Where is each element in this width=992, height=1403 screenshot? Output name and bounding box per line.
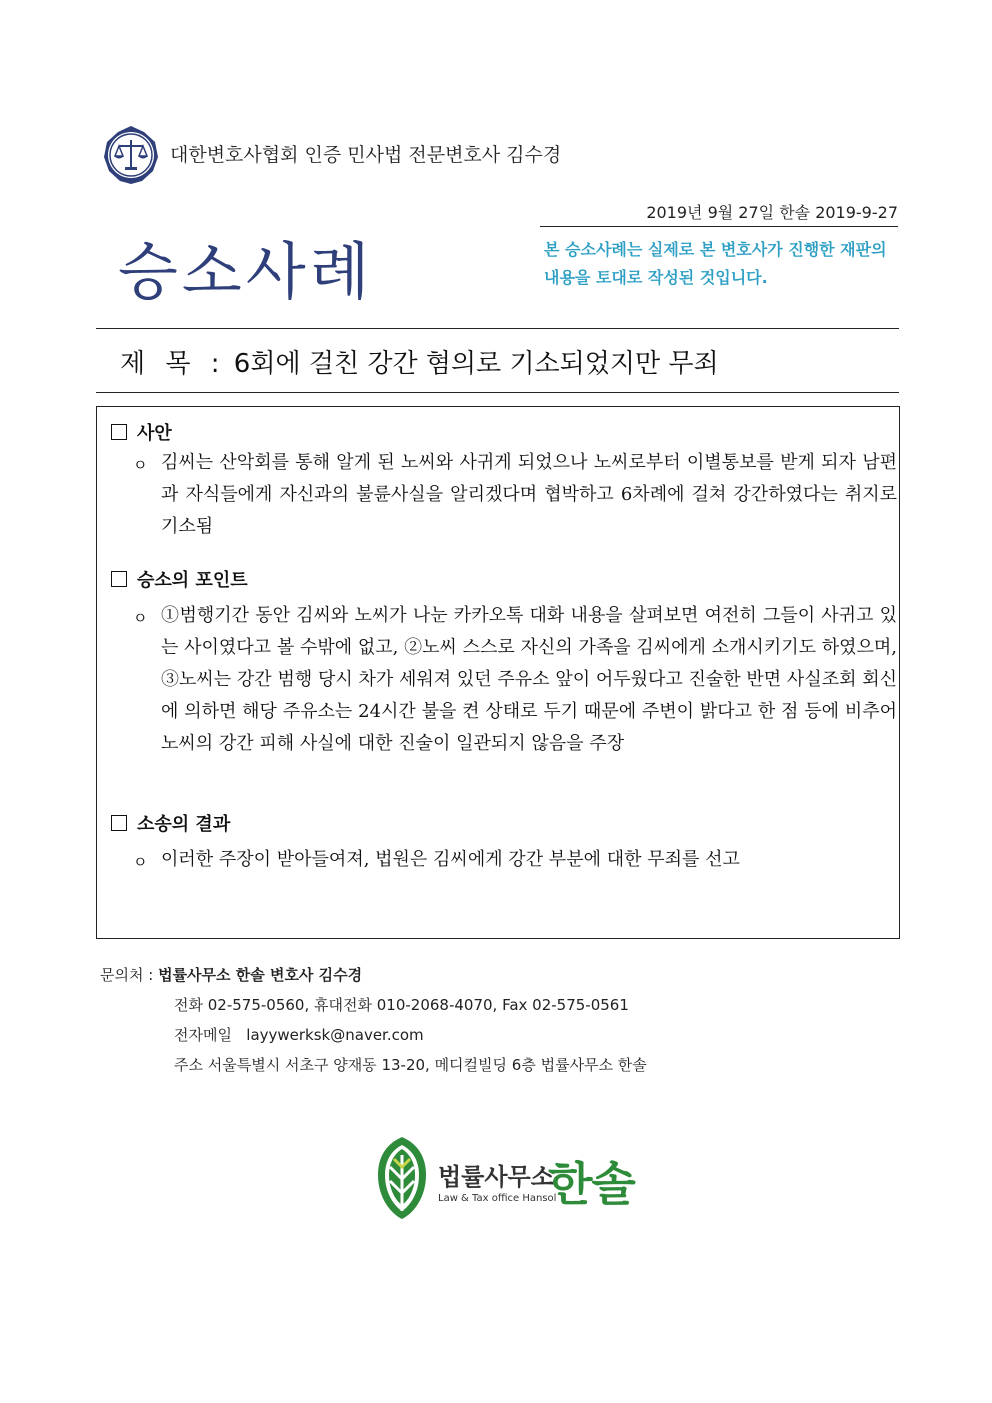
bar-association-seal-icon xyxy=(100,124,162,186)
contact-email-label: 전자메일 xyxy=(174,1026,232,1044)
contact-label: 문의처 : xyxy=(100,966,154,984)
contact-email[interactable]: layywerksk@naver.com xyxy=(246,1026,424,1044)
divider-bottom xyxy=(96,392,899,393)
checkbox-square-icon xyxy=(111,571,127,587)
bullet-icon: ㅇ xyxy=(133,853,148,871)
logo-firm-english: Law & Tax office Hansol xyxy=(438,1193,557,1204)
bullet-icon: ㅇ xyxy=(133,609,148,627)
section-text-case: 김씨는 산악회를 통해 알게 된 노씨와 사귀게 되었으나 노씨로부터 이별통보를 받게 되자 남편과 자식들에게 자신과의 불륜사실을 알리겠다며 협박하고 6차례에 걸쳐 강간하였다는 취지로 기소됨 xyxy=(161,452,897,537)
logo-brand-name: 한솔 xyxy=(548,1157,635,1211)
contact-phone: 전화 02-575-0560, 휴대전화 010-2068-4070, Fax 02-575-0561 xyxy=(174,996,629,1014)
contact-address: 주소 서울특별시 서초구 양재동 13-20, 메디컬빌딩 6층 법률사무소 한솔 xyxy=(174,1056,647,1074)
hansol-leaf-logo-icon xyxy=(376,1135,428,1221)
association-certification: 대한변호사협회 인증 민사법 전문변호사 김수경 xyxy=(170,144,562,166)
page-title: 승소사례 xyxy=(118,235,374,308)
checkbox-square-icon xyxy=(111,424,127,440)
subject-line xyxy=(120,343,719,380)
bullet-icon: ㅇ xyxy=(133,456,148,474)
contact-firm: 법률사무소 한솔 변호사 김수경 xyxy=(158,966,363,984)
section-text-points: ①범행기간 동안 김씨와 노씨가 나눈 카카오톡 대화 내용을 살펴보면 여전히 그들이 사귀고 있는 사이였다고 볼 수밖에 없고, ②노씨 스스로 자신의 가족을 김씨에게 소개시키기도 하였으며, ③노씨는 강간 범행 당시 차가 세워져 있던 주유소 앞이 어두웠다고 진술한 반면 사실조회 회신에 의하면 해당 주유소는 24시간 불을 켠 상태로 두기 때문에 주변이 밝다고 한 점 등에 비추어 노씨의 강간 피해 사실에 대한 진술이 일관되지 않음을 주장 xyxy=(161,605,897,754)
divider-top xyxy=(96,328,899,329)
section-text-result: 이러한 주장이 받아들여져, 법원은 김씨에게 강간 부분에 대한 무죄를 선고 xyxy=(161,849,740,870)
contact-email-line xyxy=(100,1020,647,1050)
section-heading-points: 승소의 포인트 xyxy=(111,566,248,592)
contact-header xyxy=(100,960,647,990)
contact-block xyxy=(100,960,647,1080)
subject-text: 6회에 걸친 강간 혐의로 기소되었지만 무죄 xyxy=(233,349,719,379)
checkbox-square-icon xyxy=(111,815,127,831)
section-heading-case: 사안 xyxy=(111,419,172,445)
date-line: 2019년 9월 27일 한솔 2019-9-27 xyxy=(540,200,898,227)
subject-label: 제 목 : xyxy=(120,349,226,379)
case-content-box xyxy=(96,406,900,939)
disclaimer-note: 본 승소사례는 실제로 본 변호사가 진행한 재판의 내용을 토대로 작성된 것입니다. xyxy=(544,240,887,287)
logo-firm-korean: 법률사무소 xyxy=(438,1163,554,1191)
section-heading-result: 소송의 결과 xyxy=(111,810,230,836)
